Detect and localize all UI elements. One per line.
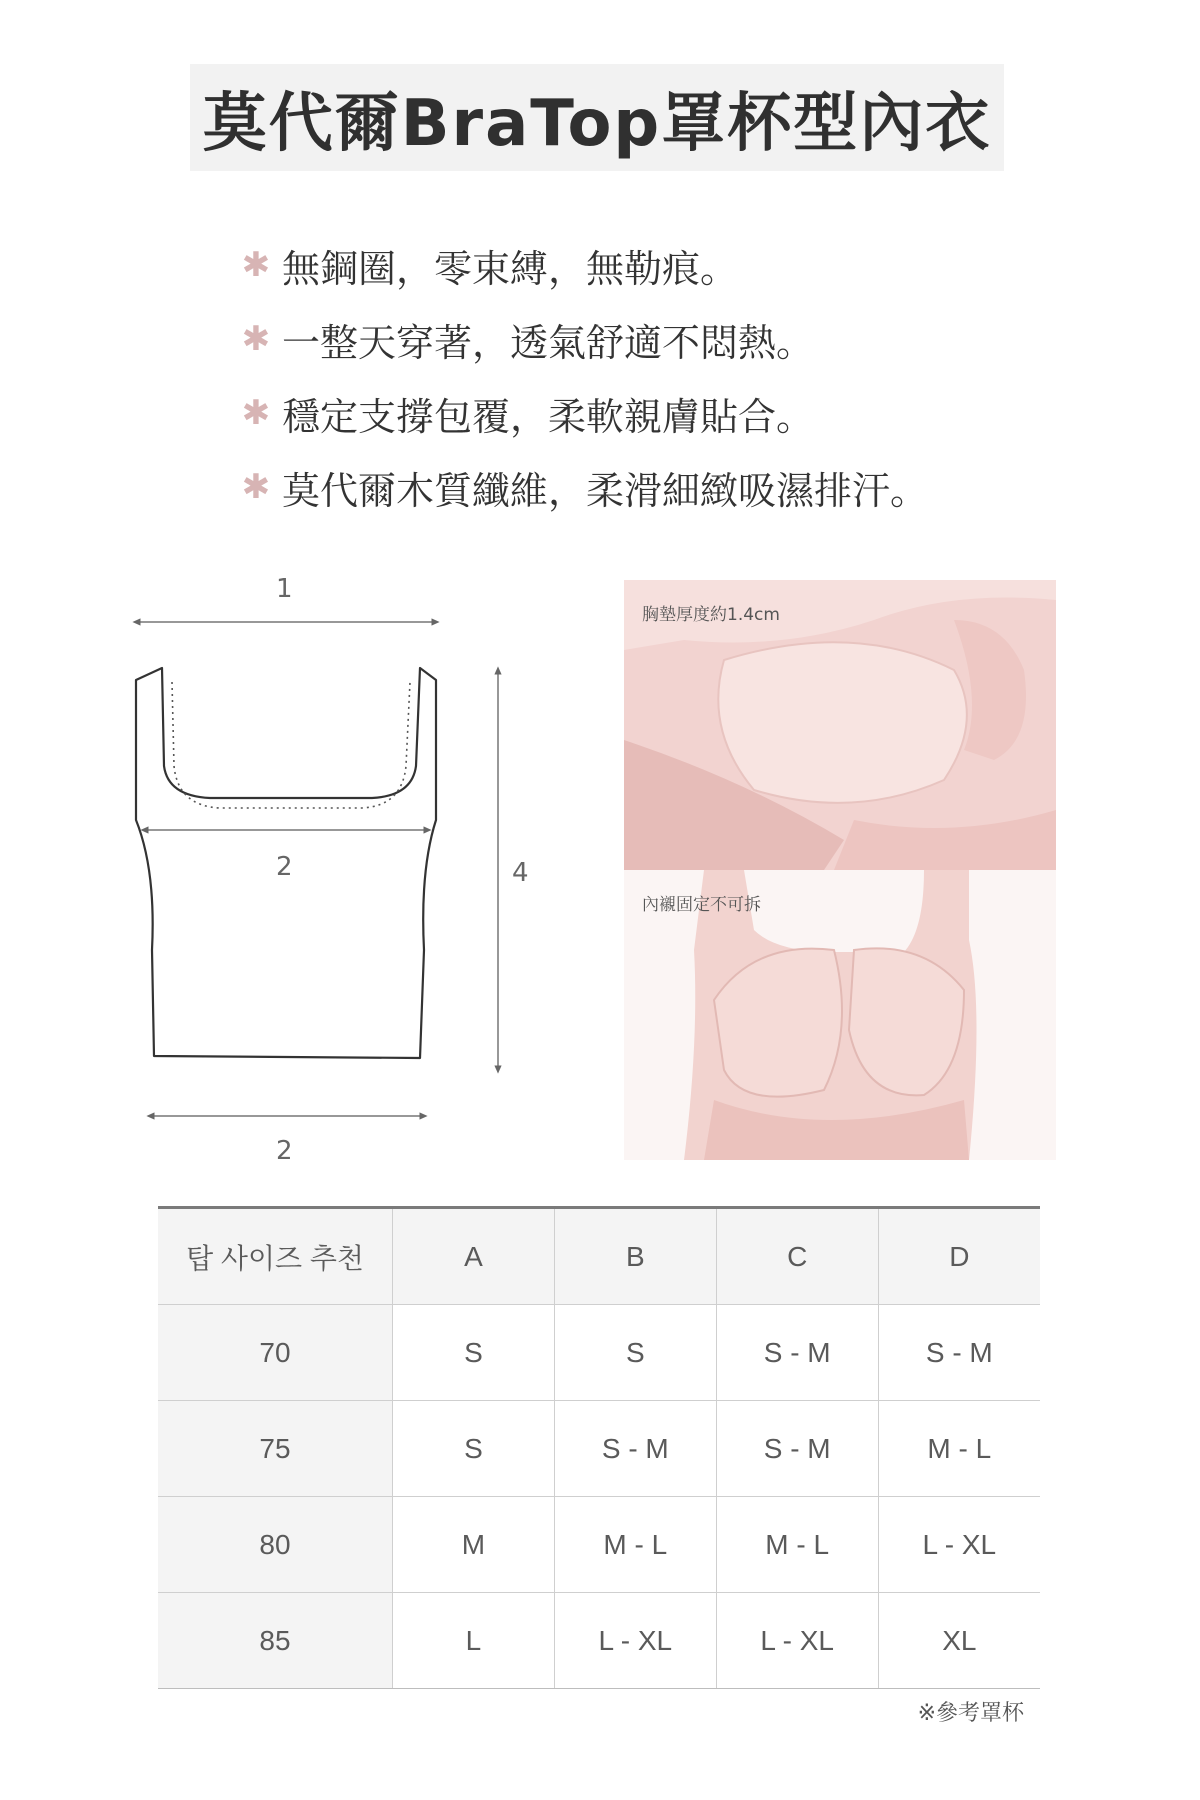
measurement-diagram — [120, 570, 550, 1170]
table-row — [158, 1401, 1040, 1497]
feature-text: 穩定支撐包覆，柔軟親膚貼合。 — [282, 394, 815, 439]
reference-note: ※參考罩杯 — [917, 1701, 1024, 1726]
bratop-outline-icon — [120, 570, 550, 1170]
title-banner — [190, 64, 1004, 171]
asterisk-icon: ✱ — [241, 245, 271, 285]
table-cell: L — [393, 1593, 555, 1689]
table-header-cell: B — [554, 1208, 716, 1305]
asterisk-icon: ✱ — [241, 393, 271, 433]
asterisk-icon: ✱ — [241, 467, 271, 507]
table-cell: L - XL — [554, 1593, 716, 1689]
table-row — [158, 1593, 1040, 1689]
table-cell: S - M — [716, 1305, 878, 1401]
pad-detail-photo — [624, 580, 1056, 870]
dimension-label-length: 4 — [512, 858, 529, 888]
feature-item — [240, 376, 928, 450]
feature-text: 一整天穿著，透氣舒適不悶熱。 — [282, 320, 815, 365]
feature-item — [240, 228, 928, 302]
feature-item — [240, 302, 928, 376]
size-table — [158, 1206, 1040, 1689]
table-cell: XL — [878, 1593, 1040, 1689]
table-cell: S - M — [554, 1401, 716, 1497]
lining-detail-photo — [624, 870, 1056, 1160]
photo-caption: 內襯固定不可拆 — [642, 895, 761, 915]
table-header-cell: D — [878, 1208, 1040, 1305]
table-cell: 80 — [158, 1497, 393, 1593]
table-cell: M — [393, 1497, 555, 1593]
table-cell: S — [393, 1401, 555, 1497]
feature-list — [240, 228, 928, 524]
table-header-cell: 탑 사이즈 추천 — [158, 1208, 393, 1305]
table-cell: 70 — [158, 1305, 393, 1401]
table-cell: S - M — [878, 1305, 1040, 1401]
table-row — [158, 1497, 1040, 1593]
dimension-label-top: 1 — [276, 574, 293, 604]
table-header-cell: A — [393, 1208, 555, 1305]
table-cell: 75 — [158, 1401, 393, 1497]
dimension-label-chest: 2 — [276, 852, 293, 882]
dimension-label-hem: 2 — [276, 1136, 293, 1166]
table-cell: S — [393, 1305, 555, 1401]
feature-text: 莫代爾木質纖維，柔滑細緻吸濕排汗。 — [282, 468, 929, 513]
table-cell: M - L — [554, 1497, 716, 1593]
table-cell: M - L — [716, 1497, 878, 1593]
table-cell: 85 — [158, 1593, 393, 1689]
table-cell: M - L — [878, 1401, 1040, 1497]
table-cell: S - M — [716, 1401, 878, 1497]
table-cell: L - XL — [878, 1497, 1040, 1593]
table-header-row — [158, 1208, 1040, 1305]
table-cell: L - XL — [716, 1593, 878, 1689]
table-cell: S — [554, 1305, 716, 1401]
feature-item — [240, 450, 928, 524]
table-header-cell: C — [716, 1208, 878, 1305]
page-title: 莫代爾BraTop罩杯型內衣 — [202, 86, 992, 161]
feature-text: 無鋼圈，零束縛，無勒痕。 — [282, 246, 739, 291]
asterisk-icon: ✱ — [241, 319, 271, 359]
photo-caption: 胸墊厚度約1.4cm — [642, 605, 780, 625]
table-row — [158, 1305, 1040, 1401]
